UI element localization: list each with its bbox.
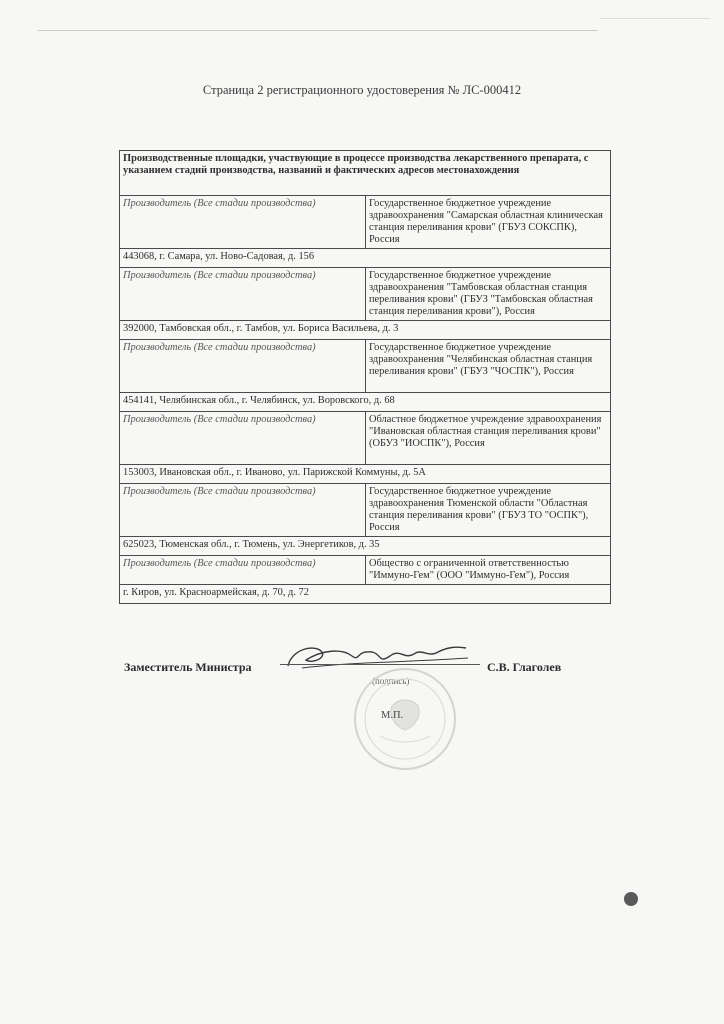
manufacturer-role: Производитель (Все стадии производства) [120,412,366,465]
manufacturer-role: Производитель (Все стадии производства) [120,556,366,585]
table-row [120,268,611,321]
manufacturer-address: 392000, Тамбовская обл., г. Тамбов, ул. Бориса Васильева, д. 3 [120,321,611,340]
table-row [120,412,611,465]
table-header-row [120,151,611,196]
signatory-name: С.В. Глаголев [487,660,562,674]
scan-edge-line [38,30,598,31]
manufacturer-address: г. Киров, ул. Красноармейская, д. 70, д. 72 [120,585,611,604]
hole-punch-mark [624,892,638,906]
manufacturer-name: Государственное бюджетное учреждение здравоохранения Тюменской области "Областная станция переливания крови" (ГБУЗ ТО "ОСПК"), Россия [366,484,611,537]
manufacturer-role: Производитель (Все стадии производства) [120,340,366,393]
manufacturer-address: 625023, Тюменская обл., г. Тюмень, ул. Энергетиков, д. 35 [120,537,611,556]
signatory-title: Заместитель Министра [124,660,252,674]
seal-label: М.П. [381,710,404,721]
table-row [120,585,611,604]
signature-caption: (подпись) [372,676,410,686]
table-row [120,249,611,268]
manufacturer-name: Государственное бюджетное учреждение здравоохранения "Челябинская областная станция переливания крови" (ГБУЗ "ЧОСПК"), Россия [366,340,611,393]
page-title: Страница 2 регистрационного удостоверения № ЛС-000412 [202,83,522,97]
manufacturer-address: 153003, Ивановская обл., г. Иваново, ул. Парижской Коммуны, д. 5А [120,465,611,484]
table-row [120,196,611,249]
table-row [120,484,611,537]
table-row [120,537,611,556]
manufacturer-address: 454141, Челябинская обл., г. Челябинск, ул. Воровского, д. 68 [120,393,611,412]
manufacturer-name: Общество с ограниченной ответственностью "Иммуно-Гем" (ООО "Иммуно-Гем"), Россия [366,556,611,585]
manufacturer-role: Производитель (Все стадии производства) [120,484,366,537]
official-seal [340,664,470,774]
manufacturer-name: Государственное бюджетное учреждение здравоохранения "Тамбовская областная станция переливания крови" (ГБУЗ "Тамбовская областная станция переливания крови"), Россия [366,268,611,321]
manufacturer-role: Производитель (Все стадии производства) [120,196,366,249]
table-row [120,465,611,484]
manufacturer-address: 443068, г. Самара, ул. Ново-Садовая, д. 156 [120,249,611,268]
manufacturer-name: Государственное бюджетное учреждение здравоохранения "Самарская областная клиническая станция переливания крови" (ГБУЗ СОКСПК), Россия [366,196,611,249]
scan-edge-line [600,18,710,19]
table-row [120,340,611,393]
manufacturer-role: Производитель (Все стадии производства) [120,268,366,321]
manufacturers-table [119,150,611,604]
table-row [120,321,611,340]
table-row [120,393,611,412]
table-row [120,556,611,585]
table-heading: Производственные площадки, участвующие в процессе производства лекарственного препарата, с указанием стадий производства, названий и фактических адресов местонахождения [120,151,611,196]
manufacturer-name: Областное бюджетное учреждение здравоохранения "Ивановская областная станция переливания крови" (ОБУЗ "ИОСПК"), Россия [366,412,611,465]
